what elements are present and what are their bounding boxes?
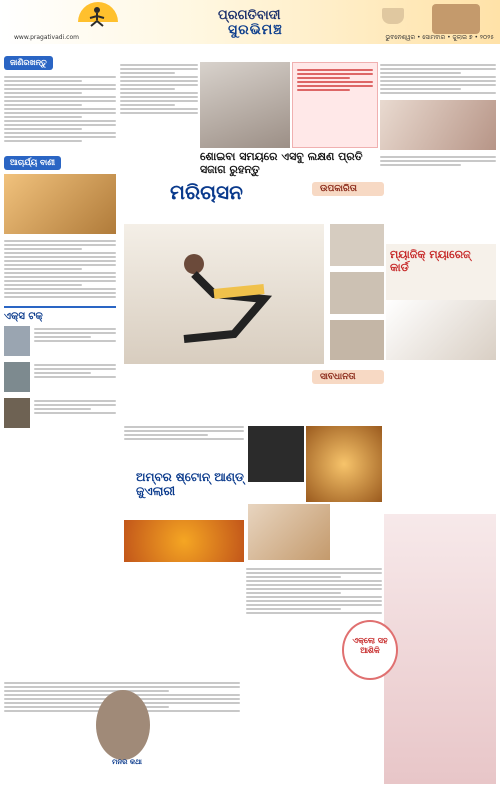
jewelry-title: ଅମ୍ବର ଷ୍ଟୋନ୍ ଆଣ୍ଡ୍ ଜୁଏଲାରୀ [136, 470, 244, 498]
section-title-facts: ଜାଣିରଖନ୍ତୁ [4, 56, 53, 70]
sara-text [246, 566, 382, 746]
avatar [4, 362, 30, 392]
tag-benefits: ଉପକାରିତା [312, 182, 384, 196]
sleeping-photo [380, 100, 496, 150]
actress-photo [384, 514, 496, 784]
jewelry-title-box [136, 470, 246, 520]
article-left-column [120, 62, 198, 148]
amber-pendant-photo [248, 426, 304, 482]
x-talk-panel [4, 306, 116, 428]
yoga-icon [86, 6, 108, 28]
yoga-title: ମରିଚାସନ [170, 180, 243, 204]
facts-list [4, 76, 116, 142]
sara-title: ଏକ୍ଲୋ ସହ ଆଶିକି [352, 636, 388, 655]
amber-necklace-photo [124, 520, 244, 562]
interview-label: ମନର କଥା [112, 758, 142, 766]
website-url[interactable]: www.pragativadi.com [14, 34, 79, 41]
wisdom-text [4, 240, 116, 298]
left-column [4, 44, 116, 784]
marriage-card-photo [386, 300, 496, 360]
headline-box [200, 150, 378, 178]
headline: ଶୋଇବା ସମୟରେ ଏସବୁ ଲକ୍ଷଣ ପ୍ରତି ସଜାଗ ରୁହନ୍ତୁ [200, 150, 363, 176]
avatar [4, 326, 30, 356]
article-right-column [380, 62, 496, 212]
amber-stone-photo [306, 426, 382, 502]
deity-image [4, 174, 116, 234]
highlight-box [292, 62, 378, 148]
caution-panel [312, 370, 384, 420]
page-header [0, 0, 500, 44]
avatar [4, 398, 30, 428]
yoga-photo [124, 224, 324, 364]
tea-cup-icon [382, 8, 404, 24]
tag-caution: ସାବଧାନତା [312, 370, 384, 384]
section-title-wisdom: ଆଚାର୍ଯ୍ୟ ବାଣୀ [4, 156, 61, 170]
page-title: ସୁରଭିମଞ୍ଚ [228, 22, 283, 38]
sleepy-woman-photo [200, 62, 290, 148]
chair-image [432, 4, 480, 34]
benefits-panel [312, 182, 384, 382]
amber-ring-photo [248, 504, 330, 560]
yoga-figure-icon [124, 224, 324, 364]
jewelry-text [124, 424, 244, 464]
x-talk-title: ଏକ୍ସ ଟକ୍ [4, 311, 43, 322]
interview-photo [96, 690, 150, 760]
brand-name: ପ୍ରଗତିବାଦୀ [218, 8, 281, 23]
date-line: ଭୁବନେଶ୍ୱର • ସୋମବାର • ଜୁଲାଇ ୭ • ୨୦୨୫ [385, 34, 494, 41]
card-title: ମ୍ୟାଜିକ୍ ମ୍ୟାରେଜ୍ କାର୍ଡ [390, 248, 471, 274]
